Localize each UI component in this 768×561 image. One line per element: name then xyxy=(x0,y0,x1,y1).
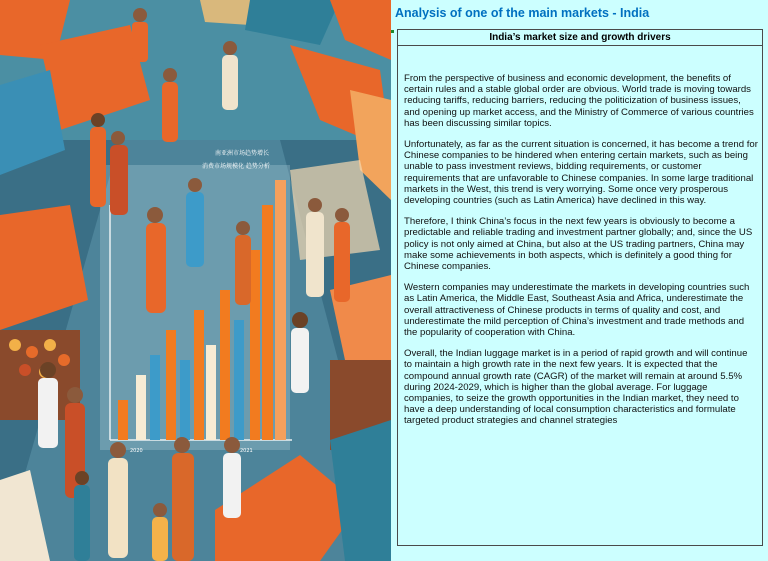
axis-tick-1: 2020 xyxy=(130,448,143,454)
sign-line-1: 南亚洲市场趋势增长 xyxy=(215,150,270,157)
content-box xyxy=(397,29,763,546)
paragraph-4: Western companies may underestimate the markets in developing countries such as Latin America, the Middle East, Southeast Asia and Africa, underestimate the overall attractiveness of Chinese products in terms of quality and cost, and underestimate the mild perception of China’s investment and trade methods and the popularity of cooperation with China. xyxy=(404,282,750,339)
body-text xyxy=(398,46,762,427)
section-title: India’s market size and growth drivers xyxy=(398,30,762,46)
axis-tick-2: 2021 xyxy=(240,448,253,454)
cell-marker xyxy=(391,30,394,33)
content-panel xyxy=(391,0,768,561)
page-title: Analysis of one of the main markets - India xyxy=(395,6,650,20)
paragraph-2: Unfortunately, as far as the current situation is concerned, it has become a trend for Chinese companies to be hindered when entering certain markets, such as being unable to pass investment reviews, bidding requirements, or customer requirements that are unfavorable to Chinese companies. In some large traditional markets in the West, this trend is very worrying. Some once very prosperous developing countries (such as Latin America) have declined in this way. xyxy=(404,139,758,207)
sign-line-2: 消费市场规模化 趋势分析 xyxy=(202,163,270,170)
paragraph-1: From the perspective of business and economic development, the benefits of certain rules and a stable global order are obvious. World trade is moving towards reducing tariffs, reducing barriers, reducing the politicization of business issues, and opening up market access, and the Ministry of Commerce of various countries has been discussing similar topics. xyxy=(404,73,754,129)
paragraph-5: Overall, the Indian luggage market is in a period of rapid growth and will continue to maintain a high growth rate in the next few years. It is expected that the compound annual growth rate (CAGR) of the market will remain at around 5.5% during 2024-2029, which is higher than the global average. For luggage companies, to seize the growth opportunities in the Indian market, they need to have a deep understanding of local consumption characteristics and formulate targeted product strategies and channel strategies xyxy=(404,348,748,427)
paragraph-3: Therefore, I think China’s focus in the next few years is obviously to become a predictable and reliable trading and investment partner globally; and, since the US policy is not only aimed at China, but also at the US trading partners, China may make some achievements in both aspects, which is definitely a good thing for Chinese companies. xyxy=(404,216,753,273)
